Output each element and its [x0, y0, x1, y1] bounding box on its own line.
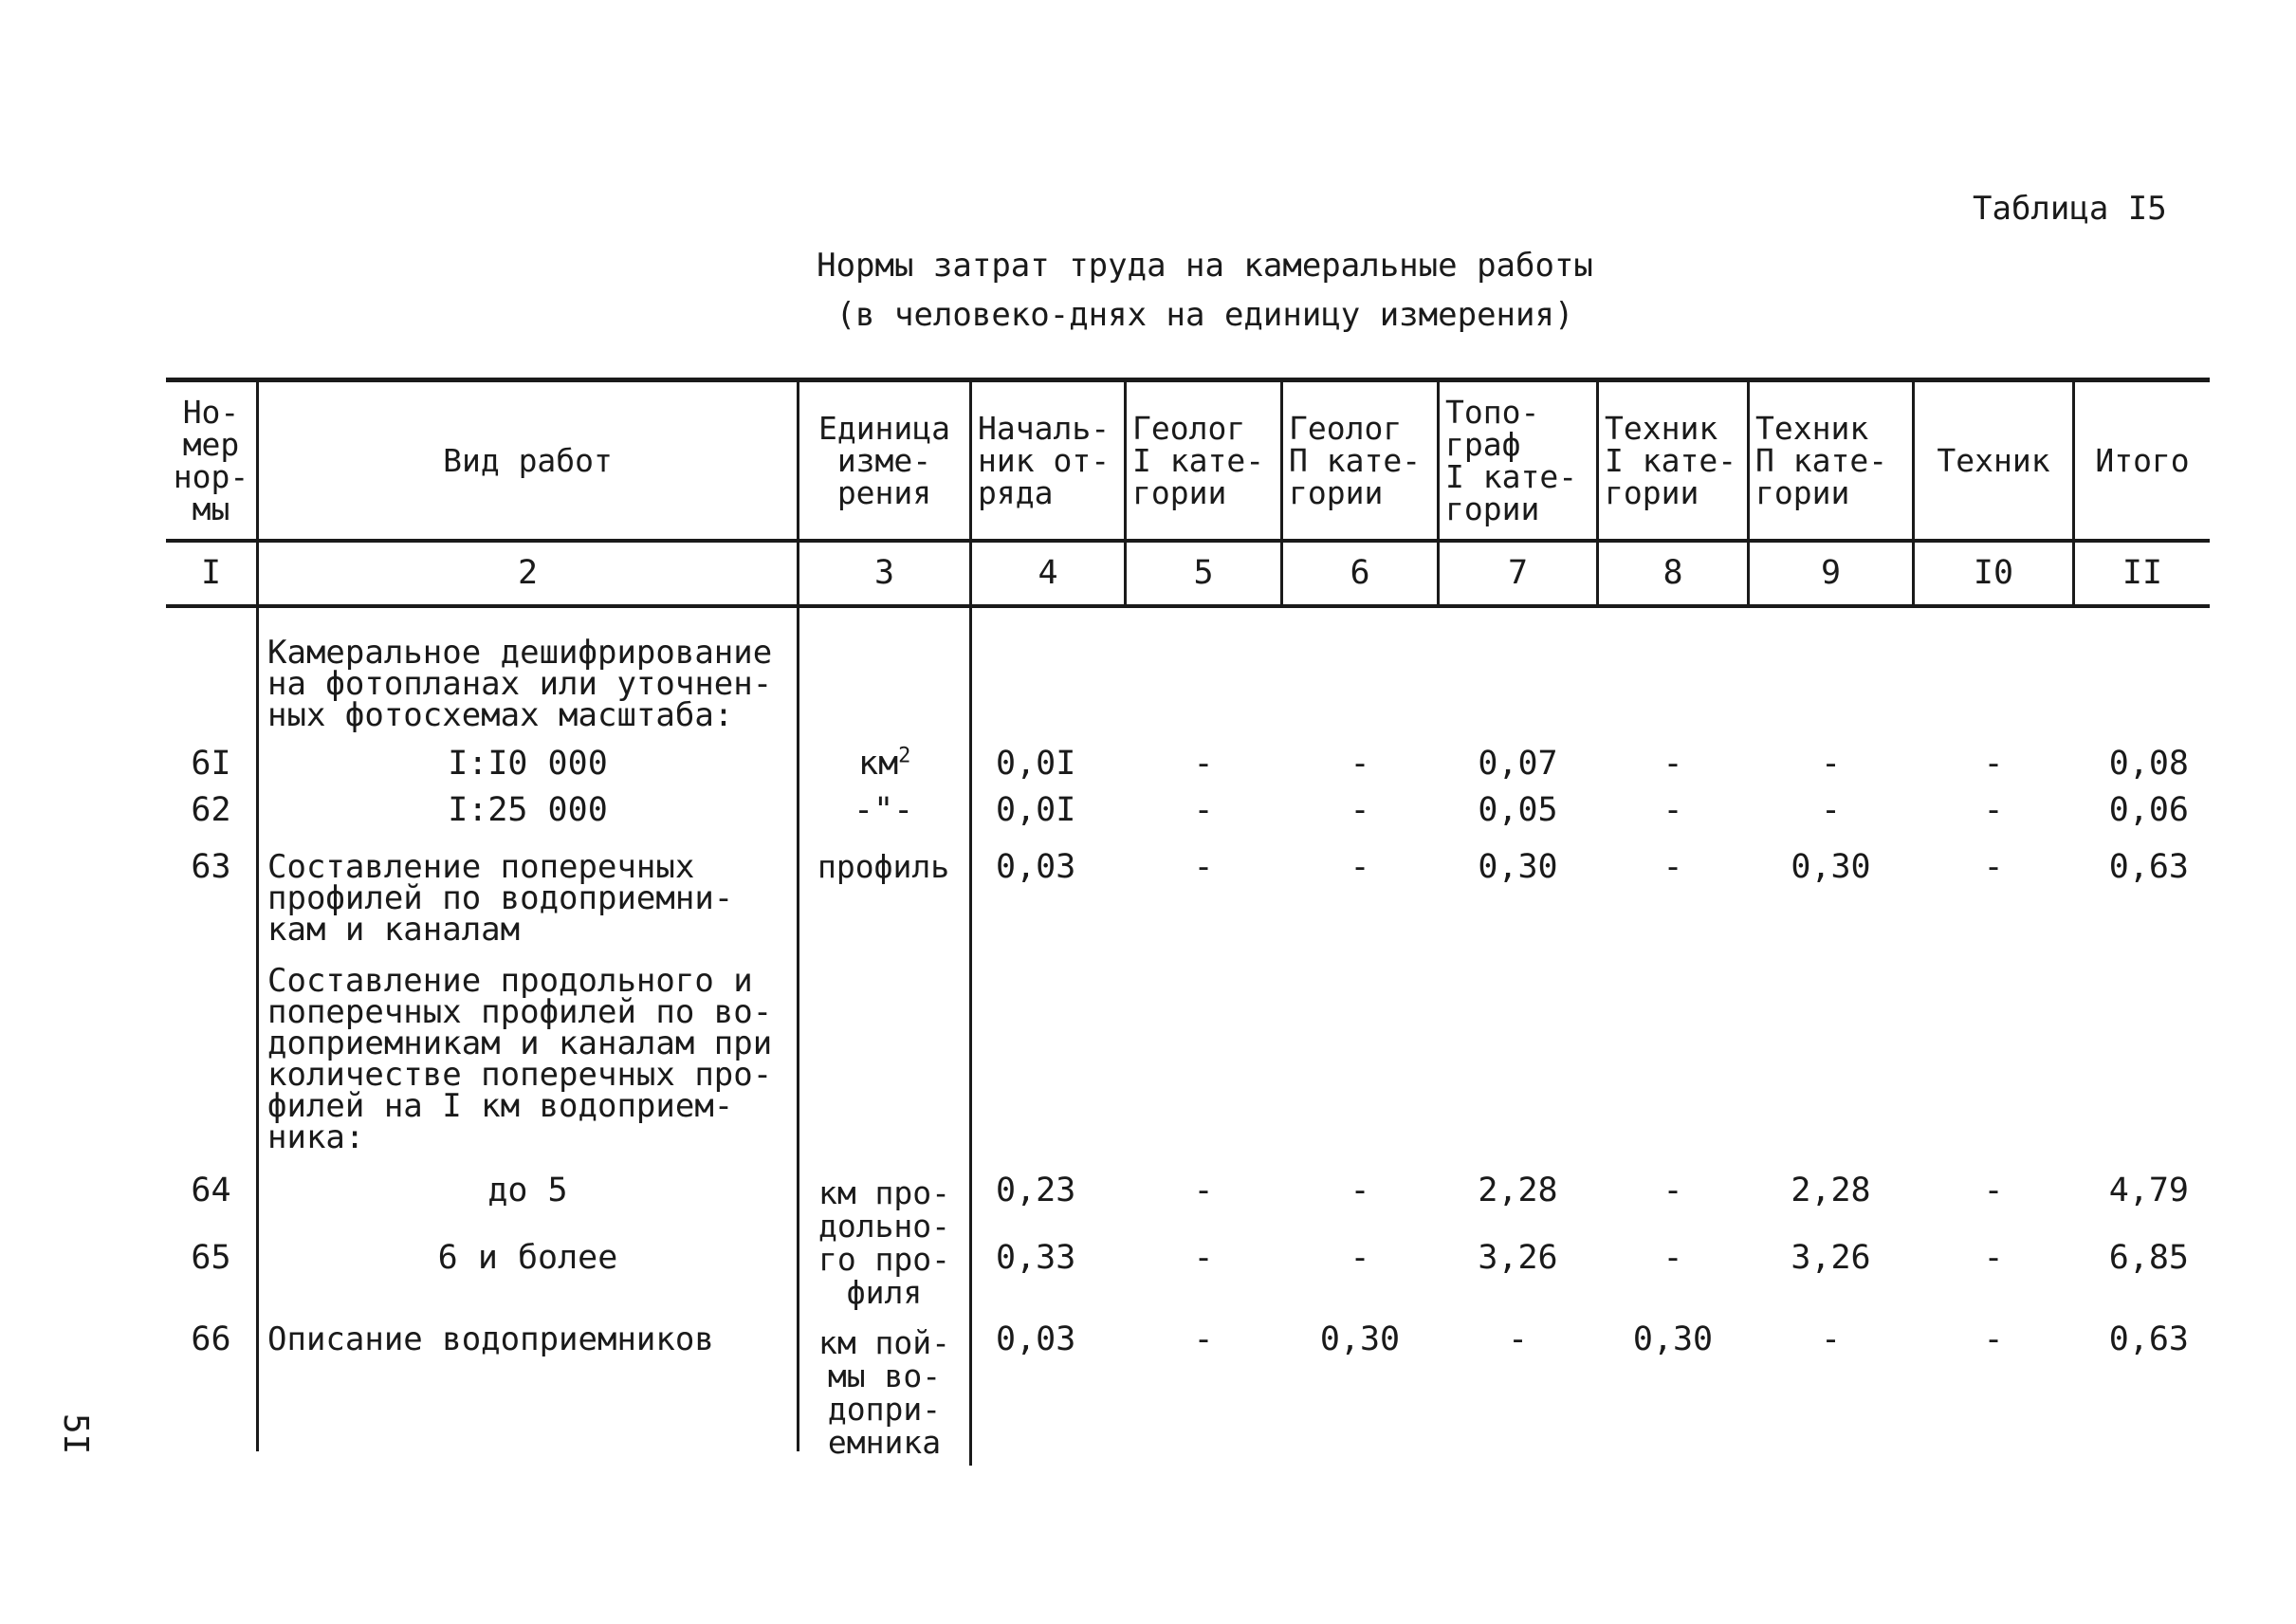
column-number: 9 [1820, 554, 1842, 592]
value-topographer-1: - [1507, 1320, 1529, 1358]
unit: $км^2$ [858, 744, 911, 783]
norm-number: 65 [191, 1239, 231, 1277]
value-chief: 0,0I [996, 791, 1076, 829]
value-geologist-2: - [1350, 1172, 1370, 1209]
value-technician-2: 3,26 [1791, 1239, 1871, 1277]
value-chief: 0,03 [996, 1320, 1076, 1358]
value-total: 0,63 [2108, 1320, 2189, 1358]
value-total: 0,08 [2108, 745, 2189, 783]
value-technician: - [1983, 848, 2004, 886]
value-technician: - [1983, 791, 2004, 829]
value-technician-1: - [1662, 1239, 1683, 1277]
value-technician: - [1983, 1320, 2004, 1358]
header-technician-2: Техник П кате- гории [1755, 410, 1888, 511]
table-subtitle: (в человеко-днях на единицу измерения) [836, 296, 1574, 334]
work-type: I:I0 000 [448, 745, 608, 783]
group-title-decoding: Камеральное дешифрирование на фотопланах или уточнен- ных фотосхемах масштаба: [267, 634, 773, 734]
column-number: 7 [1507, 554, 1529, 592]
unit: профиль [817, 848, 950, 885]
value-technician: - [1983, 745, 2004, 783]
header-unit: Единица изме- рения [817, 410, 951, 511]
value-topographer-1: 0,30 [1478, 848, 1558, 886]
column-number: 8 [1662, 554, 1683, 592]
value-chief: 0,03 [996, 848, 1076, 886]
header-topographer-1: Топо- граф I кате- гории [1445, 394, 1578, 527]
value-technician-1: - [1662, 1172, 1683, 1209]
value-technician-1: - [1662, 745, 1683, 783]
norm-number: 63 [191, 848, 231, 886]
value-geologist-1: - [1193, 1172, 1214, 1209]
column-number: 6 [1350, 554, 1370, 592]
group-title-profiles: Составление продольного и поперечных профилей по во- доприемникам и каналам при количестве поперечных про- филей на I км водоприем- ника: [267, 962, 773, 1156]
header-technician: Техник [1937, 442, 2050, 479]
value-technician-2: - [1820, 791, 1842, 829]
value-technician-2: 2,28 [1791, 1172, 1871, 1209]
value-technician-2: - [1820, 745, 1842, 783]
value-total: 0,06 [2108, 791, 2189, 829]
norm-number: 62 [191, 791, 231, 829]
unit: -"- [854, 791, 914, 829]
norm-number: 66 [191, 1320, 231, 1358]
column-number: 2 [517, 554, 539, 592]
value-technician: - [1983, 1239, 2004, 1277]
value-topographer-1: 3,26 [1478, 1239, 1558, 1277]
value-technician-2: 0,30 [1791, 848, 1871, 886]
table-label: Таблица I5 [1973, 190, 2167, 228]
value-geologist-2: - [1350, 745, 1370, 783]
header-technician-1: Техник I кате- гории [1605, 410, 1737, 511]
norm-number: 64 [191, 1172, 231, 1209]
value-geologist-1: - [1193, 848, 1214, 886]
header-work-type: Вид работ [443, 442, 613, 479]
column-number: 3 [873, 554, 895, 592]
column-number: 4 [1038, 554, 1058, 592]
work-type: 6 и более [437, 1239, 618, 1277]
table-title: Нормы затрат труда на камеральные работы [817, 247, 1593, 285]
header-geologist-1: Геолог I кате- гории [1132, 410, 1265, 511]
header-norm-number: Но- мер нор- мы [173, 394, 249, 527]
column-number: 5 [1193, 554, 1214, 592]
header-total: Итого [2095, 442, 2190, 479]
value-geologist-2: - [1350, 1239, 1370, 1277]
value-geologist-1: - [1193, 791, 1214, 829]
value-geologist-1: - [1193, 1239, 1214, 1277]
value-topographer-1: 2,28 [1478, 1172, 1558, 1209]
value-geologist-2: 0,30 [1319, 1320, 1401, 1358]
value-topographer-1: 0,05 [1478, 791, 1558, 829]
work-type: Описание водоприемников [267, 1320, 714, 1358]
column-number: II [2122, 554, 2163, 592]
value-technician-2: - [1820, 1320, 1842, 1358]
norm-number: 6I [191, 745, 231, 783]
value-geologist-1: - [1193, 1320, 1214, 1358]
column-number-rule [166, 604, 2210, 608]
value-chief: 0,0I [996, 745, 1076, 783]
value-technician: - [1983, 1172, 2004, 1209]
table-top-rule [166, 378, 2210, 382]
page-number: 5I [56, 1413, 95, 1455]
header-chief: Началь- ник от- ряда [978, 410, 1111, 511]
value-technician-1: 0,30 [1632, 1320, 1714, 1358]
value-technician-1: - [1662, 791, 1683, 829]
work-type: I:25 000 [448, 791, 608, 829]
column-number: I [200, 554, 222, 592]
value-total: 4,79 [2108, 1172, 2189, 1209]
value-technician-1: - [1662, 848, 1683, 886]
value-total: 0,63 [2108, 848, 2189, 886]
column-number: I0 [1973, 554, 2014, 592]
unit: км пой- мы во- допри- емника [817, 1324, 951, 1461]
header-geologist-2: Геолог П кате- гории [1289, 410, 1422, 511]
value-total: 6,85 [2108, 1239, 2189, 1277]
value-geologist-2: - [1350, 848, 1370, 886]
unit-longitudinal-profile: км про- дольно- го про- филя [817, 1174, 951, 1311]
work-type: Составление поперечных профилей по водоприемни- кам и каналам [267, 848, 734, 949]
value-chief: 0,23 [996, 1172, 1076, 1209]
value-geologist-1: - [1193, 745, 1214, 783]
value-topographer-1: 0,07 [1478, 745, 1558, 783]
value-chief: 0,33 [996, 1239, 1076, 1277]
work-type: до 5 [487, 1172, 568, 1209]
value-geologist-2: - [1350, 791, 1370, 829]
column-divider [256, 379, 259, 1451]
